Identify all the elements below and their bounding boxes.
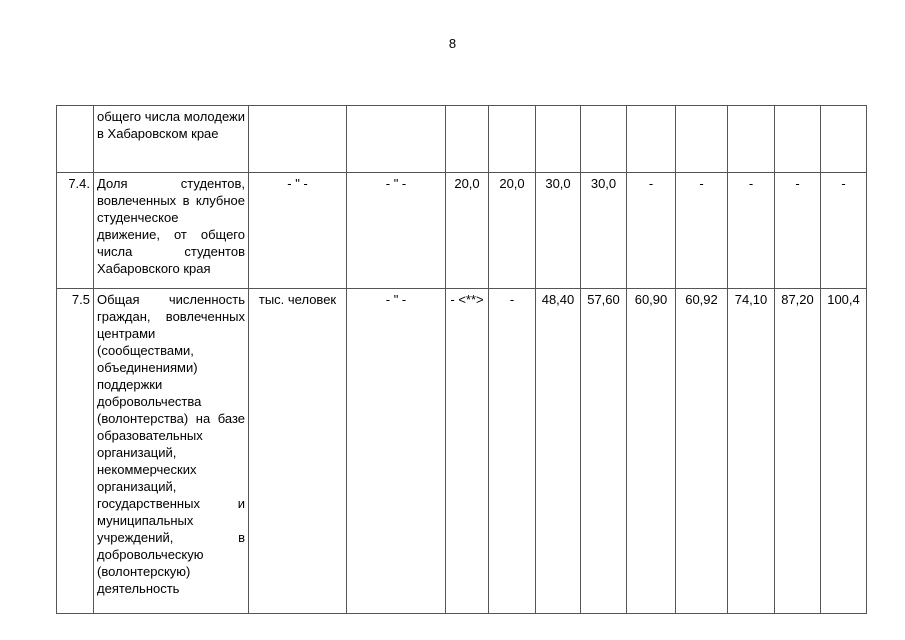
value-cell: 60,92 xyxy=(676,289,728,614)
value-cell: 57,60 xyxy=(581,289,627,614)
value-cell: - xyxy=(676,173,728,289)
value-cell: 87,20 xyxy=(775,289,821,614)
value-cell xyxy=(775,106,821,173)
source-cell: - " - xyxy=(347,173,446,289)
value-cell xyxy=(536,106,581,173)
source-cell xyxy=(347,106,446,173)
value-cell xyxy=(728,106,775,173)
value-cell: - xyxy=(775,173,821,289)
value-cell: 60,90 xyxy=(627,289,676,614)
value-cell xyxy=(821,106,867,173)
table-row xyxy=(57,106,867,173)
table-row xyxy=(57,173,867,289)
value-cell: - <**> xyxy=(446,289,489,614)
source-cell: - " - xyxy=(347,289,446,614)
indicator-name: Общая численность граждан, вовлеченных центрами (сообществами, объединениями) поддержки добровольчества (волонтерства) на базе образовательных организаций, некоммерческих организаций, государственных и муниципальных учреждений, в добровольческую (волонтерскую) деятельность xyxy=(94,289,249,614)
indicator-name: общего числа молодежи в Хабаровском крае xyxy=(94,106,249,173)
unit-cell: - " - xyxy=(249,173,347,289)
page-number: 8 xyxy=(448,36,457,51)
value-cell: 48,40 xyxy=(536,289,581,614)
row-code: 7.4. xyxy=(57,173,94,289)
value-cell: - xyxy=(627,173,676,289)
value-cell: 20,0 xyxy=(446,173,489,289)
indicator-name: Доля студентов, вовлеченных в клубное студенческое движение, от общего числа студентов Хабаровского края xyxy=(94,173,249,289)
value-cell: - xyxy=(489,289,536,614)
unit-cell xyxy=(249,106,347,173)
table-row xyxy=(57,289,867,614)
value-cell xyxy=(627,106,676,173)
value-cell xyxy=(489,106,536,173)
row-code: 7.5 xyxy=(57,289,94,614)
unit-cell: тыс. человек xyxy=(249,289,347,614)
value-cell: - xyxy=(821,173,867,289)
indicators-table xyxy=(56,105,867,614)
row-code xyxy=(57,106,94,173)
value-cell: 30,0 xyxy=(581,173,627,289)
value-cell: 74,10 xyxy=(728,289,775,614)
value-cell: 30,0 xyxy=(536,173,581,289)
value-cell xyxy=(446,106,489,173)
value-cell: - xyxy=(728,173,775,289)
value-cell xyxy=(581,106,627,173)
value-cell xyxy=(676,106,728,173)
value-cell: 100,4 xyxy=(821,289,867,614)
value-cell: 20,0 xyxy=(489,173,536,289)
